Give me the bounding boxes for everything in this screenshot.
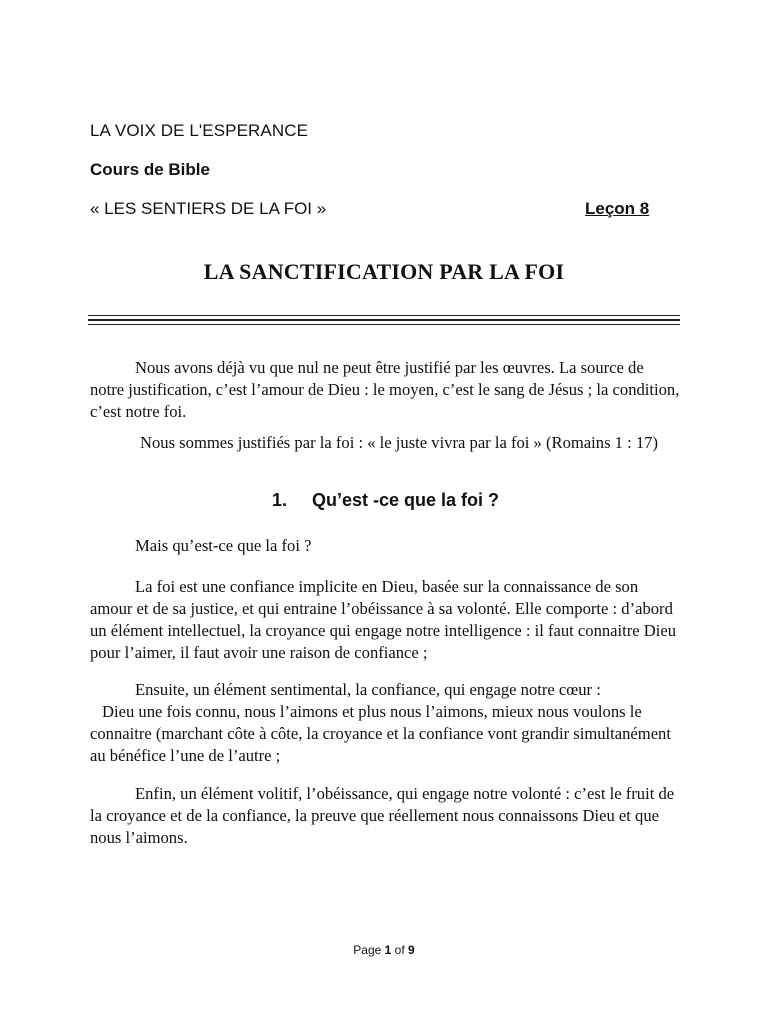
- intro-paragraph: [90, 357, 680, 423]
- section-number: 1.: [272, 490, 288, 510]
- series-name: « LES SENTIERS DE LA FOI »: [90, 199, 327, 218]
- sentimental-paragraph: [90, 679, 680, 767]
- lesson-number: Leçon 8: [585, 199, 650, 218]
- publisher-name: LA VOIX DE L'ESPERANCE: [90, 121, 309, 140]
- divider-line: [88, 319, 680, 321]
- volitive-paragraph: [90, 783, 680, 849]
- volitive-text: Enfin, un élément volitif, l’obéissance, qui engage notre volonté : c’est le fruit de la croyance et de la confiance, la preuve que réellement nous connaissons Dieu et que nous l’aimons.: [90, 784, 675, 847]
- faith-definition-text: La foi est une confiance implicite en Dieu, basée sur la connaissance de son amour et de sa justice, et qui entraine l’obéissance à sa volonté. Elle comporte : d’abord un élément intellectuel, la croyance qui engage notre intelligence : il faut connaitre Dieu pour l’aimer, il faut avoir une raison de confiance ;: [90, 577, 677, 662]
- intro-quote-paragraph: [90, 432, 680, 454]
- question-text: Mais qu’est-ce que la foi ?: [135, 536, 312, 555]
- intro-quote-text: Nous sommes justifiés par la foi : « le juste vivra par la foi » (Romains 1 : 17): [140, 433, 659, 452]
- divider-line: [88, 324, 680, 325]
- sentimental-line1: Ensuite, un élément sentimental, la confiance, qui engage notre cœur :: [135, 680, 601, 699]
- sentimental-text: Dieu une fois connu, nous l’aimons et plus nous l’aimons, mieux nous voulons le connaitre (marchant côte à côte, la croyance et la confiance vont grandir simultanément au bénéfice l’une de l’autre ;: [90, 702, 671, 765]
- intro-paragraph-text: Nous avons déjà vu que nul ne peut être justifié par les œuvres. La source de notre justification, c’est l’amour de Dieu : le moyen, c’est le sang de Jésus ; la condition, c’est notre foi.: [90, 358, 680, 421]
- question-paragraph: [90, 535, 680, 557]
- page-title: LA SANCTIFICATION PAR LA FOI: [203, 259, 565, 284]
- faith-definition-paragraph: [90, 576, 680, 664]
- page-footer: [0, 943, 768, 957]
- divider-line: [88, 315, 680, 316]
- course-name: Cours de Bible: [90, 160, 210, 179]
- total-pages-number: 9: [408, 943, 415, 957]
- section-heading: [272, 490, 499, 511]
- current-page-number: 1: [384, 943, 392, 957]
- of-word: of: [394, 943, 405, 957]
- page-word: Page: [353, 943, 382, 957]
- section-heading-text: Qu’est -ce que la foi ?: [312, 490, 500, 510]
